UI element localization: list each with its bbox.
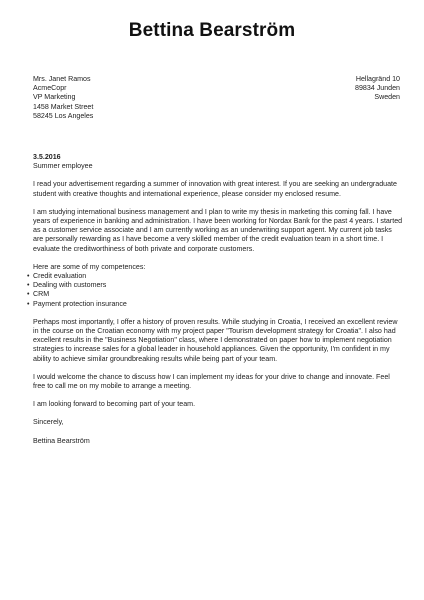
bullet-icon: • — [27, 290, 30, 299]
letter-subject: Summer employee — [33, 162, 93, 171]
author-name-heading: Bettina Bearström — [128, 20, 296, 41]
sender-line: Sweden — [374, 93, 400, 102]
signature-name: Bettina Bearström — [33, 436, 90, 445]
recipient-line: 1458 Market Street — [33, 102, 94, 111]
competences-list — [27, 272, 403, 309]
bullet-icon: • — [27, 281, 30, 290]
recipient-line: AcmeCopr — [33, 84, 67, 93]
letter-date: 3.5.2016 — [33, 153, 61, 161]
bullet-icon: • — [27, 299, 30, 308]
recipient-address — [33, 75, 93, 121]
paragraph-forward: I am looking forward to becoming part of your team. — [33, 400, 196, 409]
recipient-line: Mrs. Janet Ramos — [33, 75, 91, 83]
letter-body — [27, 153, 403, 446]
competences-intro: Here are some of my competences: — [33, 262, 146, 271]
paragraph-meeting: I would welcome the chance to discuss how I can implement my ideas for your drive to change and innovate. Feel free to call me on my mobile to arrange a meeting. — [33, 372, 390, 391]
list-item — [27, 290, 403, 299]
sender-address — [355, 75, 400, 103]
bullet-icon: • — [27, 272, 30, 281]
competence-label: Payment protection insurance — [33, 299, 127, 308]
list-item — [27, 299, 403, 309]
list-item — [27, 272, 403, 281]
competence-label: CRM — [33, 290, 50, 299]
paragraph-results: Perhaps most importantly, I offer a history of proven results. While studying in Croatia, I received an excellent review in the course on the Croatian economy with my project paper "Tourism development strategy for Croatia". I also had excellent results in the "Business Negotiation" class, where I demonstrated on paper how to implement negotiation strategies to increase sales for a global leader in household appliances. Given the opportunity, I'm confident in my ability to achieve similar groundbreaking results while being part of your team. — [33, 317, 398, 363]
recipient-line: VP Marketing — [33, 93, 76, 102]
competence-label: Dealing with customers — [33, 281, 107, 290]
paragraph-experience: I am studying international business management and I plan to write my thesis in marketing this coming fall. I have years of experience in banking and administration. I have been working for Nordax Bank for the past 4 years. I started as a customer service associate and I am currently working as an underwriting support agent. My current job tasks are personally rewarding as I have become a very skilled member of the credit evaluation team in a short time. I evaluate the creditworthiness of both private and corporate customers. — [33, 207, 403, 253]
closing-salutation: Sincerely, — [33, 418, 64, 427]
sender-line: Hellagränd 10 — [355, 75, 400, 83]
competence-label: Credit evaluation — [33, 272, 87, 281]
sender-line: 89834 Junden — [355, 84, 400, 93]
paragraph-intro: I read your advertisement regarding a summer of innovation with great interest. If you are seeking an undergraduate student with creative thoughts and international experience, please consider my enclosed resume. — [33, 180, 397, 198]
recipient-line: 58245 Los Angeles — [33, 111, 94, 120]
list-item — [27, 281, 403, 290]
